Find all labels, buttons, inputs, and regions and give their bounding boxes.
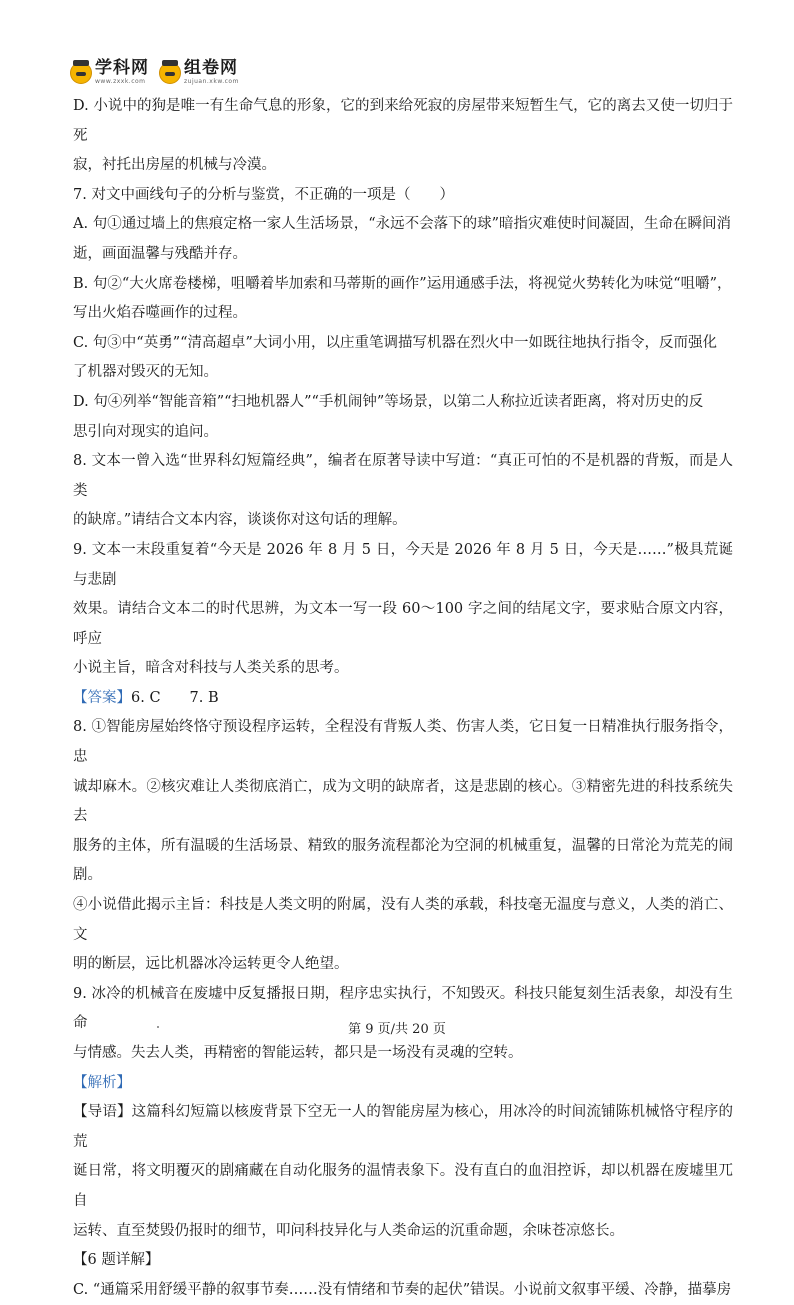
question-7-stem: 7. 对文中画线句子的分析与鉴赏，不正确的一项是（ ） <box>73 186 454 203</box>
header-logos <box>70 60 239 88</box>
text-line: D. 小说中的狗是唯一有生命气息的形象，它的到来给死寂的房屋带来短暂生气，它的离去又使一切归于死 <box>73 98 733 144</box>
zxxk-logo <box>70 60 149 85</box>
text-line: A. 句①通过墙上的焦痕定格一家人生活场景，“永远不会落下的球”暗指灾难使时间凝固，生命在瞬间消 <box>73 216 732 233</box>
answer-tag: 【答案】 <box>73 689 131 706</box>
text-line: C. 句③中“英勇”“清高超卓”大词小用，以庄重笔调描写机器在烈火中一如既往地执行指令，反而强化 <box>73 334 717 351</box>
logo1-url: www.zxxk.com <box>95 78 146 85</box>
question-9-stem: 9. 文本一末段重复着“今天是 2026 年 8 月 5 日，今天是 2026 年 8 月 5 日，今天是……”极具荒诞与悲剧 <box>73 541 733 588</box>
text-line: 效果。请结合文本二的时代思辨，为文本一写一段 60～100 字之间的结尾文字，要求贴合原文内容，呼应 <box>73 601 733 647</box>
text-line: 【导语】这篇科幻短篇以核废背景下空无一人的智能房屋为核心，用冰冷的时间流铺陈机械恪守程序的荒 <box>73 1104 733 1150</box>
text-line: 思引向对现实的追问。 <box>73 423 218 440</box>
detail-tag: 【6 题详解】 <box>73 1252 160 1269</box>
text-line: ④小说借此揭示主旨：科技是人类文明的附属，没有人类的承载，科技毫无温度与意义，人类的消亡、文 <box>73 897 733 943</box>
text-line: 的缺席。”请结合文本内容，谈谈你对这句话的理解。 <box>73 512 407 529</box>
logo2-name: 组卷网 <box>184 58 238 78</box>
text-line: 写出火焰吞噬画作的过程。 <box>73 305 247 322</box>
answer-text: 6. C 7. B <box>131 689 219 706</box>
text-line: 诚却麻木。②核灾难让人类彻底消亡，成为文明的缺席者，这是悲剧的核心。③精密先进的科技系统失去 <box>73 778 733 825</box>
text-line: 8. ①智能房屋始终恪守预设程序运转，全程没有背叛人类、伤害人类，它日复一日精准执行服务指令，忠 <box>73 719 733 766</box>
page-number: 第 9 页/共 20 页 <box>348 1022 446 1037</box>
text-line: 寂，衬托出房屋的机械与冷漠。 <box>73 157 276 174</box>
text-line: 服务的主体，所有温暖的生活场景、精致的服务流程都沦为空洞的机械重复，温馨的日常沦为荒芜的闹剧。 <box>73 837 733 884</box>
graduate-cap-icon <box>70 62 92 84</box>
text-line: 与情感。失去人类，再精密的智能运转，都只是一场没有灵魂的空转。 <box>73 1045 523 1061</box>
logo1-name: 学科网 <box>95 58 149 78</box>
analysis-tag: 【解析】 <box>73 1074 131 1091</box>
text-line: 了机器对毁灭的无知。 <box>73 364 218 381</box>
logo2-url: zujuan.xkw.com <box>184 78 239 85</box>
text-line: 逝，画面温馨与残酷并存。 <box>73 245 247 262</box>
graduate-cap-icon <box>159 62 181 84</box>
text-line: 诞日常，将文明覆灭的剧痛藏在自动化服务的温情表象下。没有直白的血泪控诉，却以机器在废墟里兀自 <box>73 1163 733 1209</box>
text-line: 9. 冰冷的机械音在废墟中反复播报日期，程序忠实执行，不知毁灭。科技只能复刻生活表象，却没有生命 <box>73 985 733 1032</box>
text-line: B. 句②“大火席卷楼梯，咀嚼着毕加索和马蒂斯的画作”运用通感手法，将视觉火势转化为味觉“咀嚼”， <box>73 275 732 292</box>
text-line: 小说主旨，暗含对科技与人类关系的思考。 <box>73 660 349 677</box>
text-line: C. “通篇采用舒缓平静的叙事节奏……没有情绪和节奏的起伏”错误。小说前文叙事平缓、冷静，描摹房 <box>73 1281 732 1298</box>
text-line: 明的断层，远比机器冰冷运转更令人绝望。 <box>73 956 349 973</box>
answer-line <box>73 684 733 714</box>
document-body <box>73 92 733 1305</box>
text-line: D. 句④列举“智能音箱”“扫地机器人”“手机闹钟”等场景，以第二人称拉近读者距离，将对历史的反 <box>73 393 704 410</box>
text-line: 运转、直至焚毁仍报时的细节，叩问科技异化与人类命运的沉重命题，余味苍凉悠长。 <box>73 1222 624 1239</box>
zujuan-logo <box>159 60 239 85</box>
question-8-stem: 8. 文本一曾入选“世界科幻短篇经典”，编者在原著导读中写道：“真正可怕的不是机器的背叛，而是人类 <box>73 453 733 499</box>
